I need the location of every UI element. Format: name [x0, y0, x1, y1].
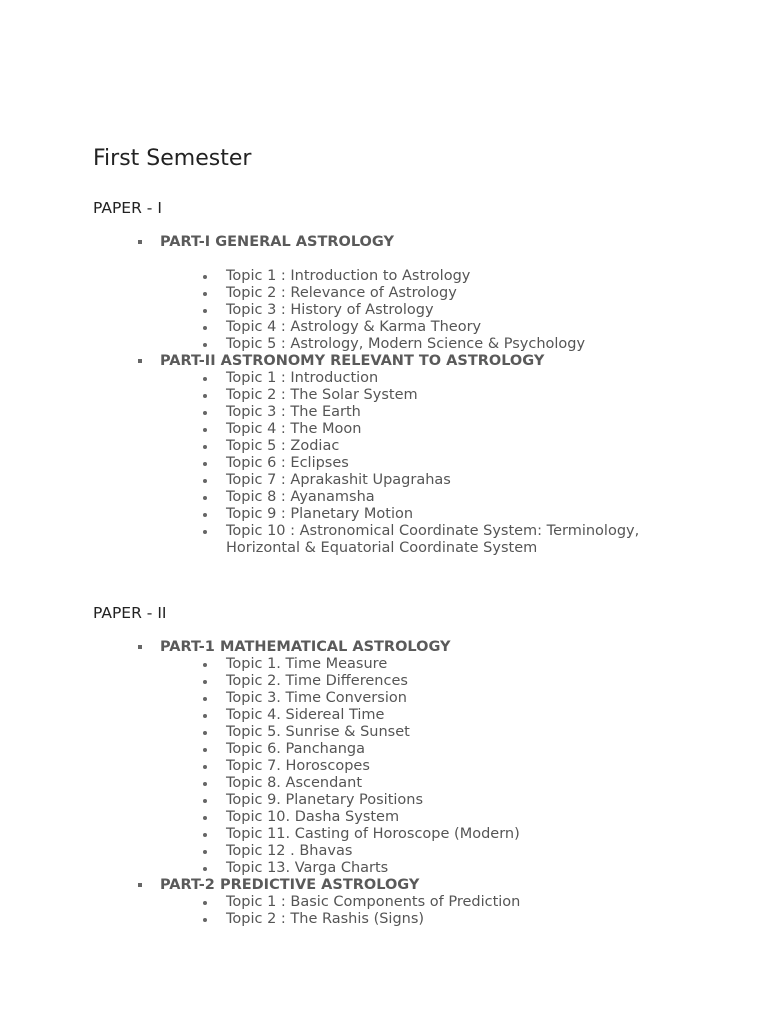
- topic-text: Topic 8. Ascendant: [226, 775, 363, 791]
- list-item: [0, 724, 768, 741]
- topic-text: Topic 7. Horoscopes: [226, 758, 370, 774]
- round-bullet-icon: [203, 782, 207, 786]
- round-bullet-icon: [203, 275, 207, 279]
- square-bullet-icon: [138, 883, 142, 887]
- list-item: [0, 843, 768, 860]
- topic-list: [0, 370, 768, 557]
- topic-text: Topic 6. Panchanga: [226, 741, 366, 757]
- list-item: [0, 894, 768, 911]
- topic-text: Topic 3 : History of Astrology: [226, 302, 434, 318]
- list-item: [0, 506, 768, 523]
- topic-text: Topic 3. Time Conversion: [226, 690, 407, 706]
- part-item: [0, 877, 768, 928]
- part-heading: PART-I GENERAL ASTROLOGY: [160, 234, 394, 250]
- round-bullet-icon: [203, 697, 207, 701]
- topic-list: [0, 656, 768, 877]
- topic-text: Topic 11. Casting of Horoscope (Modern): [226, 826, 520, 842]
- topic-text: Topic 5 : Zodiac: [226, 438, 340, 454]
- topic-text: Topic 2 : The Solar System: [226, 387, 418, 403]
- topic-text: Topic 1. Time Measure: [226, 656, 388, 672]
- topic-text: Topic 6 : Eclipses: [226, 455, 349, 471]
- round-bullet-icon: [203, 663, 207, 667]
- topic-text: Topic 2. Time Differences: [226, 673, 408, 689]
- list-item: [0, 741, 768, 758]
- part-item: [0, 639, 768, 877]
- list-item: [0, 775, 768, 792]
- list-item: [0, 404, 768, 421]
- topic-text: Topic 9 : Planetary Motion: [226, 506, 414, 522]
- topic-text: Topic 1 : Introduction to Astrology: [226, 268, 471, 284]
- list-item: [0, 438, 768, 455]
- list-item: [0, 319, 768, 336]
- list-item: [0, 809, 768, 826]
- list-item: [0, 285, 768, 302]
- round-bullet-icon: [203, 479, 207, 483]
- topic-text: Topic 10 : Astronomical Coordinate System: Terminology, Horizontal & Equatorial Coordinate System: [226, 523, 640, 556]
- list-item: [0, 472, 768, 489]
- topic-text: Topic 3 : The Earth: [226, 404, 361, 420]
- list-item: [0, 690, 768, 707]
- list-item: [0, 911, 768, 928]
- list-item: [0, 826, 768, 843]
- round-bullet-icon: [203, 748, 207, 752]
- topic-list: [0, 268, 768, 353]
- square-bullet-icon: [138, 240, 142, 244]
- round-bullet-icon: [203, 377, 207, 381]
- list-item: [0, 455, 768, 472]
- list-item: [0, 792, 768, 809]
- part-heading: PART-1 MATHEMATICAL ASTROLOGY: [160, 639, 451, 655]
- round-bullet-icon: [203, 731, 207, 735]
- round-bullet-icon: [203, 530, 207, 534]
- list-item: [0, 656, 768, 673]
- topic-text: Topic 5. Sunrise & Sunset: [226, 724, 410, 740]
- page-title: First Semester: [93, 146, 252, 171]
- topic-text: Topic 12 . Bhavas: [226, 843, 353, 859]
- part-heading: PART-2 PREDICTIVE ASTROLOGY: [160, 877, 420, 893]
- round-bullet-icon: [203, 513, 207, 517]
- list-item: [0, 387, 768, 404]
- paper-heading-1: PAPER - I: [93, 199, 162, 217]
- topic-list: [0, 894, 768, 928]
- square-bullet-icon: [138, 645, 142, 649]
- round-bullet-icon: [203, 343, 207, 347]
- list-item: [0, 523, 768, 557]
- topic-text: Topic 2 : The Rashis (Signs): [226, 911, 425, 927]
- topic-text: Topic 9. Planetary Positions: [226, 792, 424, 808]
- topic-text: Topic 4 : The Moon: [226, 421, 362, 437]
- round-bullet-icon: [203, 918, 207, 922]
- round-bullet-icon: [203, 496, 207, 500]
- part-heading: PART-II ASTRONOMY RELEVANT TO ASTROLOGY: [160, 353, 545, 369]
- paper-1-parts: [0, 234, 768, 557]
- square-bullet-icon: [138, 359, 142, 363]
- round-bullet-icon: [203, 326, 207, 330]
- round-bullet-icon: [203, 411, 207, 415]
- list-item: [0, 860, 768, 877]
- topic-text: Topic 5 : Astrology, Modern Science & Psychology: [226, 336, 586, 352]
- list-item: [0, 302, 768, 319]
- part-item: [0, 234, 768, 353]
- topic-text: Topic 8 : Ayanamsha: [226, 489, 375, 505]
- topic-text: Topic 4. Sidereal Time: [226, 707, 385, 723]
- list-item: [0, 268, 768, 285]
- topic-text: Topic 13. Varga Charts: [226, 860, 389, 876]
- round-bullet-icon: [203, 428, 207, 432]
- round-bullet-icon: [203, 850, 207, 854]
- round-bullet-icon: [203, 445, 207, 449]
- round-bullet-icon: [203, 292, 207, 296]
- topic-text: Topic 7 : Aprakashit Upagrahas: [226, 472, 451, 488]
- topic-text: Topic 10. Dasha System: [226, 809, 400, 825]
- list-item: [0, 489, 768, 506]
- round-bullet-icon: [203, 714, 207, 718]
- round-bullet-icon: [203, 680, 207, 684]
- list-item: [0, 421, 768, 438]
- topic-text: Topic 4 : Astrology & Karma Theory: [226, 319, 482, 335]
- round-bullet-icon: [203, 462, 207, 466]
- list-item: [0, 336, 768, 353]
- list-item: [0, 673, 768, 690]
- topic-text: Topic 1 : Basic Components of Prediction: [226, 894, 521, 910]
- round-bullet-icon: [203, 833, 207, 837]
- round-bullet-icon: [203, 765, 207, 769]
- round-bullet-icon: [203, 867, 207, 871]
- paper-2-parts: [0, 639, 768, 928]
- list-item: [0, 758, 768, 775]
- round-bullet-icon: [203, 799, 207, 803]
- round-bullet-icon: [203, 309, 207, 313]
- round-bullet-icon: [203, 816, 207, 820]
- paper-heading-2: PAPER - II: [93, 604, 167, 622]
- list-item: [0, 370, 768, 387]
- round-bullet-icon: [203, 394, 207, 398]
- part-item: [0, 353, 768, 557]
- topic-text: Topic 1 : Introduction: [226, 370, 379, 386]
- topic-text: Topic 2 : Relevance of Astrology: [226, 285, 457, 301]
- round-bullet-icon: [203, 901, 207, 905]
- list-item: [0, 707, 768, 724]
